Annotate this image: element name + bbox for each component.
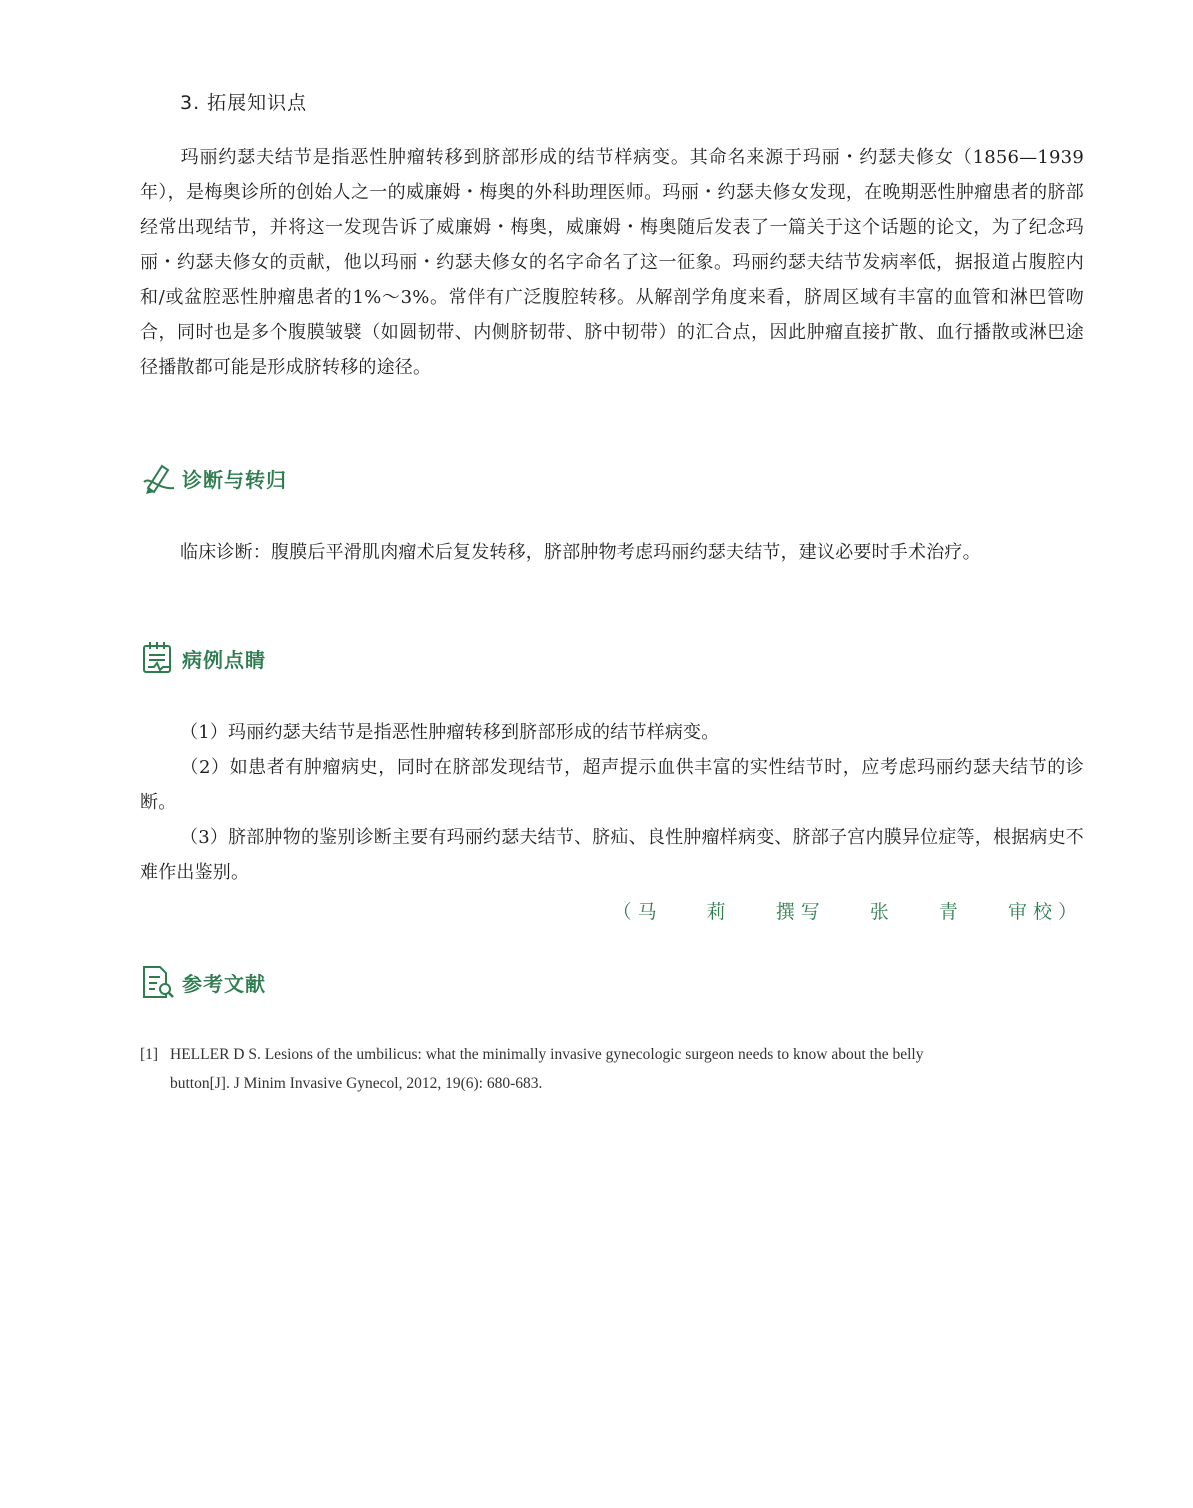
list-item: （3）脐部肿物的鉴别诊断主要有玛丽约瑟夫结节、脐疝、良性肿瘤样病变、脐部子宫内膜异位症等，根据病史不难作出鉴别。 bbox=[140, 827, 1084, 883]
subsection-heading: 3. 拓展知识点 bbox=[180, 92, 308, 114]
document-search-icon bbox=[140, 964, 176, 1000]
calendar-chart-icon bbox=[140, 640, 176, 676]
highlights-title: 病例点睛 bbox=[182, 647, 266, 672]
diagnosis-text: 临床诊断：腹膜后平滑肌肉瘤术后复发转移，脐部肿物考虑玛丽约瑟夫结节，建议必要时手术治疗。 bbox=[180, 542, 981, 563]
author-signature: （马 莉 撰写 张 青 审校） bbox=[612, 901, 1083, 923]
list-item: （2）如患者有肿瘤病史，同时在脐部发现结节，超声提示血供丰富的实性结节时，应考虑玛丽约瑟夫结节的诊断。 bbox=[140, 757, 1084, 813]
highlights-section-title bbox=[140, 638, 266, 678]
list-item: （1）玛丽约瑟夫结节是指恶性肿瘤转移到脐部形成的结节样病变。 bbox=[180, 722, 720, 743]
reference-number: [1] bbox=[140, 1046, 159, 1063]
reference-item bbox=[140, 1040, 1084, 1098]
reference-text-line1: HELLER D S. Lesions of the umbilicus: what the minimally invasive gynecologic surgeon needs to know about the belly bbox=[170, 1046, 924, 1063]
reference-text-line2: button[J]. J Minim Invasive Gynecol, 2012, 19(6): 680-683. bbox=[170, 1075, 543, 1092]
extended-knowledge-text: 玛丽约瑟夫结节是指恶性肿瘤转移到脐部形成的结节样病变。其命名来源于玛丽・约瑟夫修女（1856—1939年），是梅奥诊所的创始人之一的威廉姆・梅奥的外科助理医师。玛丽・约瑟夫修女发现，在晚期恶性肿瘤患者的脐部经常出现结节，并将这一发现告诉了威廉姆・梅奥，威廉姆・梅奥随后发表了一篇关于这个话题的论文，为了纪念玛丽・约瑟夫修女的贡献，他以玛丽・约瑟夫修女的名字命名了这一征象。玛丽约瑟夫结节发病率低，据报道占腹腔内和/或盆腔恶性肿瘤患者的1%～3%。常伴有广泛腹腔转移。从解剖学角度来看，脐周区域有丰富的血管和淋巴管吻合，同时也是多个腹膜皱襞（如圆韧带、内侧脐韧带、脐中韧带）的汇合点，因此肿瘤直接扩散、血行播散或淋巴途径播散都可能是形成脐转移的途径。 bbox=[140, 147, 1084, 378]
extended-knowledge-paragraph bbox=[140, 140, 1084, 385]
pen-diagnosis-icon bbox=[140, 460, 176, 496]
diagnosis-title: 诊断与转归 bbox=[182, 467, 287, 492]
references-section-title bbox=[140, 962, 266, 1002]
diagnosis-paragraph bbox=[140, 535, 1084, 570]
highlights-list bbox=[140, 715, 1084, 890]
diagnosis-section-title bbox=[140, 458, 287, 498]
references-title: 参考文献 bbox=[182, 971, 266, 996]
